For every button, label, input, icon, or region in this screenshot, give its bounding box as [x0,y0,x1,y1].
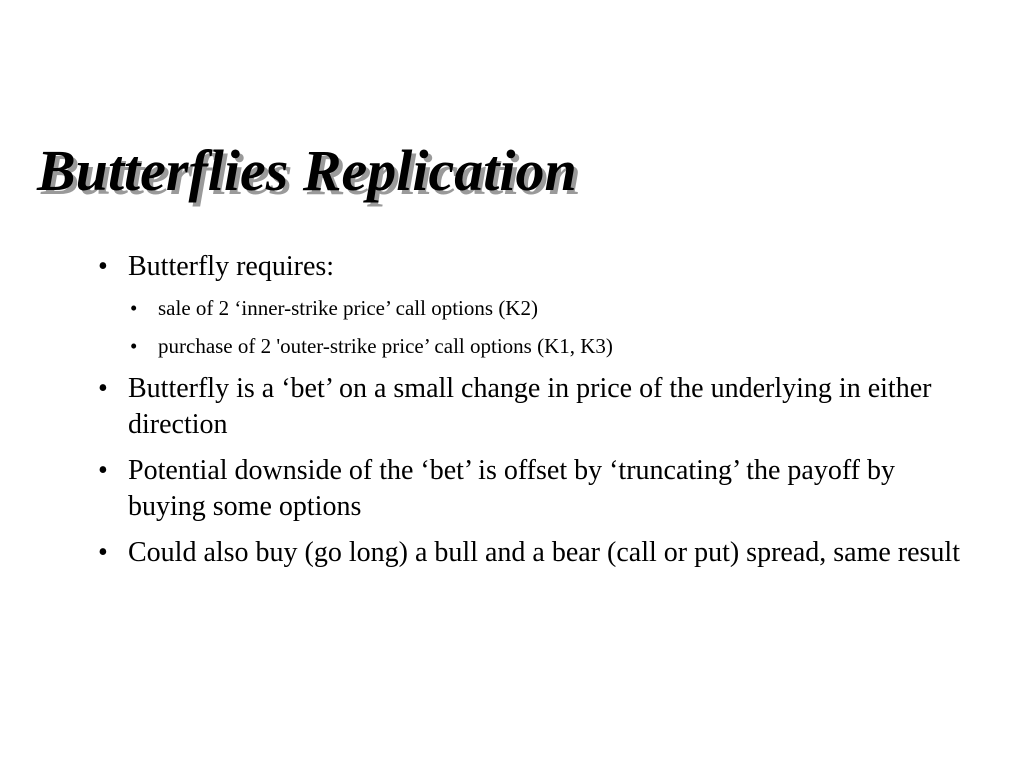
bullet-marker-icon: • [98,537,108,568]
sub-bullet-list [130,293,978,361]
sub-bullet-marker-icon: • [130,334,138,358]
sub-bullet-item [130,293,978,323]
bullet-item [98,453,978,525]
sub-bullet-item [130,331,978,361]
bullet-text: Could also buy (go long) a bull and a bear (call or put) spread, same result [128,537,960,568]
slide-title: Butterflies Replication [37,138,577,203]
sub-bullet-text: sale of 2 ‘inner-strike price’ call options (K2) [158,296,538,320]
sub-bullet-text: purchase of 2 'outer-strike price’ call options (K1, K3) [158,334,613,358]
bullet-marker-icon: • [98,373,108,404]
bullet-list [98,249,978,581]
bullet-text: Butterfly is a ‘bet’ on a small change in price of the underlying in either direction [128,373,932,440]
sub-bullet-marker-icon: • [130,296,138,320]
bullet-marker-icon: • [98,455,108,486]
bullet-marker-icon: • [98,251,108,282]
bullet-text: Potential downside of the ‘bet’ is offset by ‘truncating’ the payoff by buying some options [128,455,895,522]
bullet-item [98,535,978,571]
bullet-text: Butterfly requires: [128,251,335,282]
bullet-item [98,371,978,443]
bullet-item [98,249,978,361]
